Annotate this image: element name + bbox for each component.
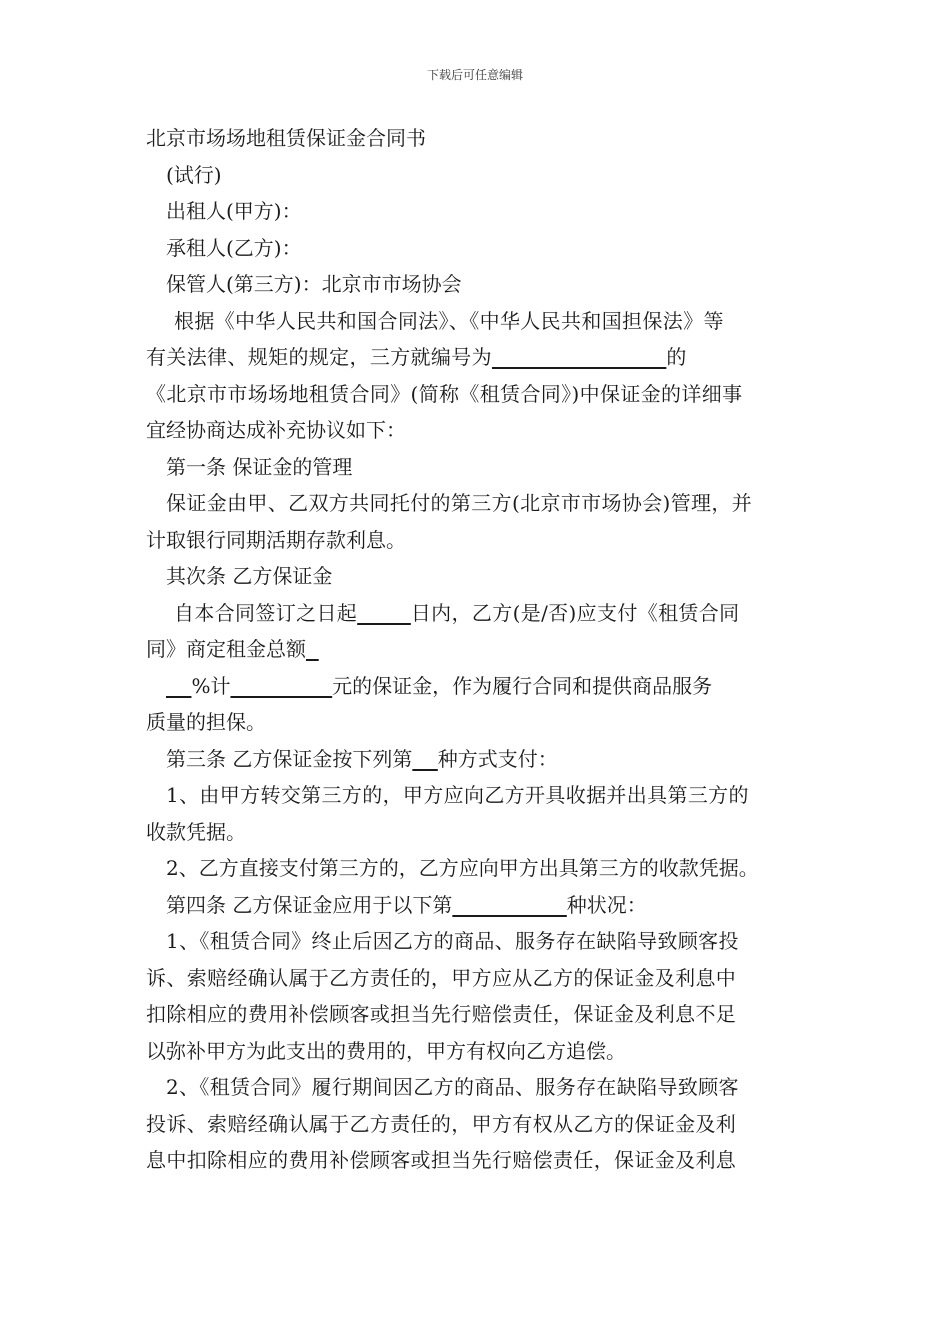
lessor-line: 出租人(甲方)： [166,199,302,223]
article-2-line-1-text: 自本合同签订之日起 [174,600,358,625]
document-body [146,120,806,1179]
page-header-note: 下载后可任意编辑 [426,68,523,82]
article-4-title [146,887,806,924]
article-1-line-2: 计取银行同期活期存款利息。 [146,527,406,552]
article-2-line-4: 质量的担保。 [146,710,266,734]
article-4-item-2-line-2: 投诉、索赔经确认属于乙方责任的，甲方有权从乙方的保证金及利 [146,1111,737,1136]
article-3-title-text: 第三条 乙方保证金按下列第 [166,746,413,771]
article-2-line-1 [146,595,806,632]
article-3-item-1-line-1: 1、由甲方转交第三方的，甲方应向乙方开具收据并出具第三方的 [166,783,749,807]
article-4-item-2-line-1: 2、《租赁合同》履行期间因乙方的商品、服务存在缺陷导致顾客 [166,1075,739,1099]
article-3-item-1-line-2: 收款凭据。 [146,819,246,844]
intro-line-2-end: 的 [666,345,687,369]
article-4-item-1-line-1: 1、《租赁合同》终止后因乙方的商品、服务存在缺陷导致顾客投 [166,929,739,953]
intro-line-2-text: 有关法律、规矩的规定，三方就编号为 [146,345,492,369]
article-3-title-end: 种方式支付： [437,746,558,771]
contract-number-blank [492,345,666,369]
payment-method-blank [412,747,437,771]
article-4-title-text: 第四条 乙方保证金应用于以下第 [166,892,453,917]
rent-total-blank [306,637,319,661]
days-blank [357,601,411,625]
article-4-title-end: 种状况： [566,892,647,917]
article-2-line-1-end: 日内，乙方(是/否)应支付《租赁合同 [410,600,740,625]
intro-line-1: 根据《中华人民共和国合同法》、《中华人民共和国担保法》等 [174,308,724,333]
article-2-line-2-text: 同》商定租金总额 [146,637,306,661]
intro-line-4: 宜经协商达成补充协议如下： [146,418,406,442]
article-4-item-2-line-3: 息中扣除相应的费用补偿顾客或担当先行赔偿责任，保证金及利息 [146,1148,737,1172]
article-4-item-1-line-2: 诉、索赔经确认属于乙方责任的，甲方应从乙方的保证金及利息中 [146,965,737,990]
article-2-line-2 [146,631,806,668]
custodian-line: 保管人(第三方)：北京市市场协会 [166,272,462,296]
intro-line-2 [146,339,806,376]
article-3-title [146,741,806,778]
deposit-amount-blank [230,674,332,698]
lessee-line: 承租人(乙方)： [166,235,302,260]
percent-blank [166,674,191,698]
article-2-line-3 [146,668,806,705]
document-title: 北京市场场地租赁保证金合同书 [146,126,426,150]
article-2-line-3-end: 元的保证金，作为履行合同和提供商品服务 [332,673,713,698]
article-1-line-1: 保证金由甲、乙双方共同托付的第三方(北京市市场协会)管理，并 [166,491,753,515]
situation-blank [452,893,566,917]
article-4-item-1-line-3: 扣除相应的费用补偿顾客或担当先行赔偿责任，保证金及利息不足 [146,1002,737,1026]
article-4-item-1-line-4: 以弥补甲方为此支出的费用的，甲方有权向乙方追偿。 [146,1038,626,1063]
trial-note: (试行) [166,162,222,187]
percent-label: %计 [191,673,231,698]
article-3-item-2: 2、乙方直接支付第三方的，乙方应向甲方出具第三方的收款凭据。 [166,856,759,880]
intro-line-3: 《北京市市场场地租赁合同》(简称《租赁合同》)中保证金的详细事 [146,381,743,406]
article-2-title: 其次条 乙方保证金 [166,564,333,588]
article-1-title: 第一条 保证金的管理 [166,454,353,479]
